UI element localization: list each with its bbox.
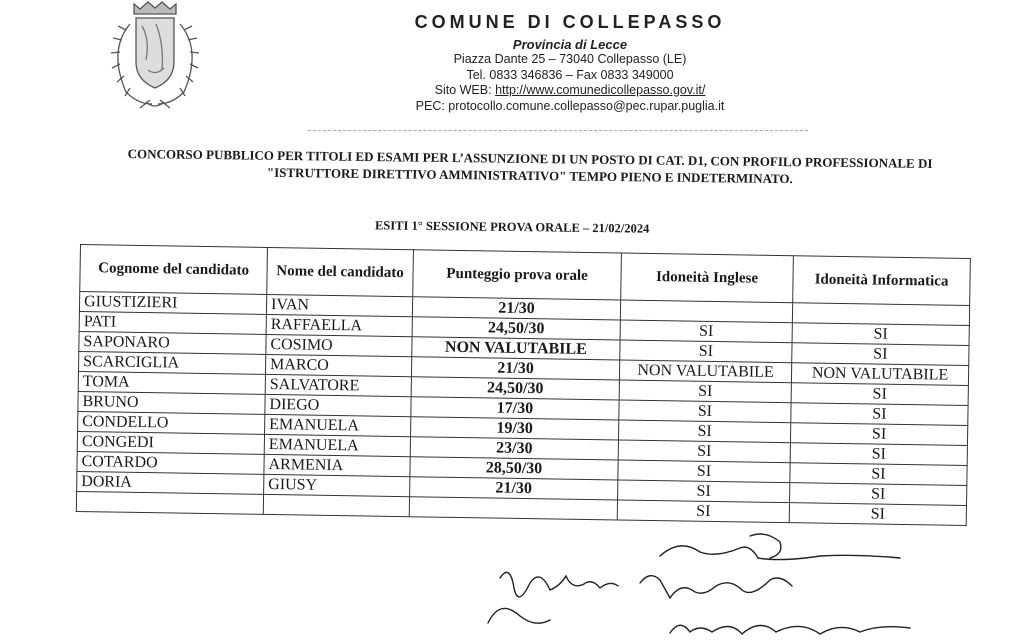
cell-informatica: SI: [790, 443, 967, 466]
cell-punteggio: 21/30: [410, 477, 618, 500]
cell-nome: COSIMO: [266, 334, 412, 356]
municipal-crest: [100, 0, 210, 112]
cell-punteggio: 24,50/30: [411, 377, 619, 400]
website-line: [370, 83, 770, 99]
header-nome: Nome del candidato: [267, 247, 414, 296]
cell-informatica: SI: [790, 463, 967, 486]
cell-cognome: DORIA: [77, 471, 264, 494]
cell-informatica: SI: [791, 383, 968, 406]
cell-punteggio: [409, 497, 617, 520]
cell-nome: DIEGO: [265, 394, 411, 416]
cell-inglese: SI: [619, 380, 791, 403]
results-table: [76, 244, 971, 526]
cell-nome: EMANUELA: [265, 414, 411, 436]
table-body: [76, 292, 969, 526]
cell-punteggio: 17/30: [411, 397, 619, 420]
cell-punteggio: 19/30: [411, 417, 619, 440]
province-line: Provincia di Lecce: [512, 37, 628, 52]
cell-nome: IVAN: [266, 294, 412, 316]
header-cognome: Cognome del candidato: [80, 245, 268, 295]
signature-4: [670, 625, 910, 634]
cell-nome: RAFFAELLA: [266, 314, 412, 336]
esiti-title: ESITI 1° SESSIONE PROVA ORALE – 21/02/2024: [374, 218, 650, 236]
concorso-line-2: "ISTRUTTORE DIRETTIVO AMMINISTRATIVO" TEMPO PIENO E INDETERMINATO.: [266, 164, 793, 187]
cell-cognome: BRUNO: [78, 391, 265, 414]
cell-cognome: [76, 491, 263, 514]
signature-1-tail: [488, 608, 550, 623]
cell-cognome: CONGEDI: [77, 431, 264, 454]
website-label: Sito WEB:: [434, 83, 492, 97]
cell-cognome: PATI: [79, 311, 266, 334]
cell-cognome: GIUSTIZIERI: [79, 292, 266, 315]
cell-cognome: CONDELLO: [78, 411, 265, 434]
cell-cognome: COTARDO: [77, 451, 264, 474]
cell-punteggio: 23/30: [410, 437, 618, 460]
website-link[interactable]: http://www.comunedicollepasso.gov.it/: [495, 83, 706, 97]
cell-nome: EMANUELA: [264, 434, 410, 456]
cell-inglese: [620, 300, 792, 323]
cell-inglese: SI: [619, 400, 791, 423]
cell-cognome: SAPONARO: [79, 331, 266, 354]
results-table-container: [76, 244, 970, 526]
cell-nome: GIUSY: [264, 474, 410, 496]
cell-inglese: SI: [620, 320, 792, 343]
cell-nome: [263, 494, 409, 516]
cell-informatica: [792, 303, 969, 326]
cell-punteggio: 28,50/30: [410, 457, 618, 480]
cell-cognome: SCARCIGLIA: [78, 351, 265, 374]
cell-informatica: SI: [792, 343, 969, 366]
letterhead: [370, 12, 770, 114]
address-line: Piazza Dante 25 – 73040 Collepasso (LE): [453, 52, 687, 66]
concorso-heading: [90, 145, 970, 190]
cell-inglese: SI: [617, 500, 789, 523]
cell-informatica: SI: [790, 483, 967, 506]
cell-punteggio: NON VALUTABILE: [412, 337, 620, 360]
cell-informatica: SI: [789, 503, 966, 526]
phone-line: Tel. 0833 346836 – Fax 0833 349000: [466, 67, 674, 82]
cell-punteggio: 21/30: [411, 357, 619, 380]
signature-1: [500, 572, 618, 597]
cell-inglese: SI: [618, 460, 790, 483]
cell-inglese: NON VALUTABILE: [619, 360, 791, 383]
municipality-title: COMUNE DI COLLEPASSO: [414, 12, 726, 32]
signatures: [480, 528, 950, 641]
pec-line: PEC: protocollo.comune.collepasso@pec.rupar.puglia.it: [415, 98, 725, 113]
cell-nome: ARMENIA: [264, 454, 410, 476]
concorso-line-1: CONCORSO PUBBLICO PER TITOLI ED ESAMI PER L’ASSUNZIONE DI UN POSTO DI CAT. D1, CON PROFILO PROFESSIONALE DI: [127, 146, 933, 171]
cell-informatica: NON VALUTABILE: [791, 363, 968, 386]
cell-informatica: SI: [790, 423, 967, 446]
cell-informatica: SI: [791, 403, 968, 426]
cell-inglese: SI: [618, 480, 790, 503]
signature-2: [640, 576, 792, 598]
header-inglese: Idoneità Inglese: [621, 253, 794, 303]
cell-nome: MARCO: [265, 354, 411, 376]
header-divider: [308, 130, 808, 131]
cell-inglese: SI: [618, 440, 790, 463]
cell-nome: SALVATORE: [265, 374, 411, 396]
cell-inglese: SI: [620, 340, 792, 363]
header-punteggio: Punteggio prova orale: [413, 250, 622, 300]
cell-punteggio: 21/30: [412, 297, 620, 320]
cell-inglese: SI: [618, 420, 790, 443]
cell-punteggio: 24,50/30: [412, 317, 620, 340]
signature-3b: [750, 534, 781, 558]
cell-informatica: SI: [792, 323, 969, 346]
signature-3: [660, 546, 900, 560]
cell-cognome: TOMA: [78, 371, 265, 394]
header-informatica: Idoneità Informatica: [793, 256, 971, 306]
